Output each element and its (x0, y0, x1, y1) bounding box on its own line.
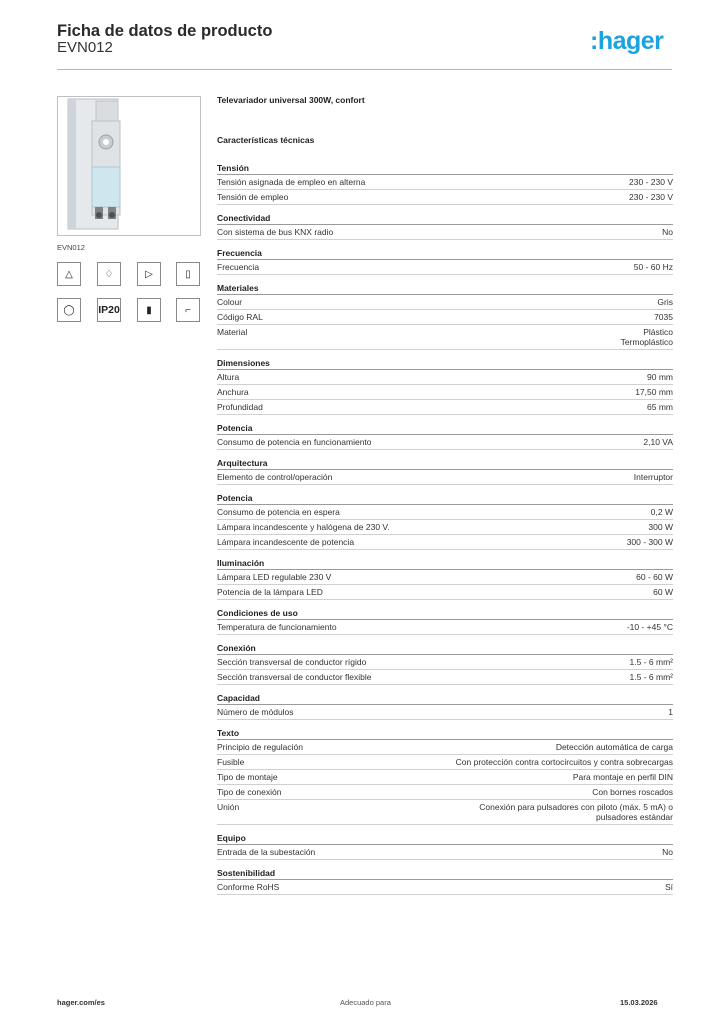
spec-value: Para montaje en perfil DIN (572, 772, 673, 782)
din-switch-icon: ⌐ (176, 298, 200, 322)
spec-row (217, 670, 673, 685)
spec-label: Consumo de potencia en funcionamiento (217, 437, 372, 447)
spec-value: 1.5 - 6 mm² (629, 672, 673, 682)
section-title: Capacidad (217, 691, 673, 705)
spec-section (217, 556, 673, 600)
spec-label: Altura (217, 372, 240, 382)
spec-row (217, 655, 673, 670)
spec-label: Tensión de empleo (217, 192, 289, 202)
spec-row (217, 385, 673, 400)
section-title: Conectividad (217, 211, 673, 225)
product-image (57, 96, 201, 236)
spec-value: 2,10 VA (643, 437, 673, 447)
spec-row (217, 520, 673, 535)
spec-label: Temperatura de funcionamiento (217, 622, 337, 632)
section-title: Texto (217, 726, 673, 740)
spec-label: Colour (217, 297, 243, 307)
spec-value: 1 (668, 707, 673, 717)
spec-row (217, 435, 673, 450)
spec-sections (217, 161, 673, 895)
spec-section (217, 211, 673, 240)
spec-row (217, 620, 673, 635)
spec-row (217, 470, 673, 485)
spec-value: Conexión para pulsadores con piloto (máx. 5 mA) o pulsadores estándar (479, 802, 673, 822)
spec-value: 60 - 60 W (636, 572, 673, 582)
spec-value: 300 - 300 W (626, 537, 673, 547)
spec-value: 65 mm (647, 402, 673, 412)
lamp-shade-icon: △ (57, 262, 81, 286)
section-title: Potencia (217, 491, 673, 505)
spec-section (217, 831, 673, 860)
product-code: EVN012 (57, 243, 85, 252)
spec-value: Sí (664, 882, 673, 892)
footer-center-text: Adecuado para (340, 998, 391, 1007)
spec-value: 50 - 60 Hz (633, 262, 673, 272)
fluorescent-tube-icon: ▯ (176, 262, 200, 286)
spec-row (217, 770, 673, 785)
section-title: Conexión (217, 641, 673, 655)
spec-row (217, 310, 673, 325)
spec-value: Plástico Termoplástico (620, 327, 673, 347)
spec-label: Consumo de potencia en espera (217, 507, 340, 517)
bulb-icon: ◯ (57, 298, 81, 322)
spec-label: Lámpara LED regulable 230 V (217, 572, 332, 582)
footer-website[interactable]: hager.com/es (57, 998, 105, 1007)
spec-value: 90 mm (647, 372, 673, 382)
spec-row (217, 400, 673, 415)
spec-label: Elemento de control/operación (217, 472, 333, 482)
spec-value: No (662, 847, 673, 857)
spec-row (217, 370, 673, 385)
spec-row (217, 295, 673, 310)
spec-row (217, 705, 673, 720)
ip20-icon: IP20 (97, 298, 121, 322)
spec-section (217, 421, 673, 450)
spec-section (217, 246, 673, 275)
spec-value: Con protección contra cortocircuitos y contra sobrecargas (455, 757, 673, 767)
spec-section (217, 691, 673, 720)
spec-row (217, 190, 673, 205)
spec-row (217, 785, 673, 800)
section-title: Materiales (217, 281, 673, 295)
spec-row (217, 175, 673, 190)
spec-label: Tipo de montaje (217, 772, 278, 782)
spec-row (217, 800, 673, 825)
spec-row (217, 325, 673, 350)
section-title: Iluminación (217, 556, 673, 570)
section-title: Equipo (217, 831, 673, 845)
section-title: Frecuencia (217, 246, 673, 260)
halogen-bulb-icon: ♢ (97, 262, 121, 286)
spec-value: 0,2 W (650, 507, 673, 517)
spec-label: Frecuencia (217, 262, 260, 272)
spec-value: 17,50 mm (635, 387, 673, 397)
transformer-icon: ▮ (137, 298, 161, 322)
spec-value: Gris (657, 297, 673, 307)
spec-label: Anchura (217, 387, 249, 397)
spec-section (217, 456, 673, 485)
spec-value: 230 - 230 V (629, 177, 673, 187)
spec-row (217, 755, 673, 770)
spec-label: Principio de regulación (217, 742, 303, 752)
section-title: Sostenibilidad (217, 866, 673, 880)
spec-row (217, 740, 673, 755)
spec-label: Potencia de la lámpara LED (217, 587, 323, 597)
page-title: Ficha de datos de producto (57, 22, 273, 40)
spec-row (217, 845, 673, 860)
spec-label: Conforme RoHS (217, 882, 280, 892)
spec-section (217, 726, 673, 825)
spec-label: Material (217, 327, 248, 337)
section-title: Arquitectura (217, 456, 673, 470)
spec-value: -10 - +45 °C (626, 622, 673, 632)
tech-heading: Características técnicas (217, 135, 315, 145)
spec-row (217, 505, 673, 520)
spec-label: Sección transversal de conductor rígido (217, 657, 367, 667)
spec-label: Lámpara incandescente de potencia (217, 537, 355, 547)
spec-section (217, 866, 673, 895)
spec-label: Entrada de la subestación (217, 847, 316, 857)
spec-section (217, 356, 673, 415)
spec-section (217, 281, 673, 350)
section-title: Condiciones de uso (217, 606, 673, 620)
spec-label: Tipo de conexión (217, 787, 282, 797)
section-title: Dimensiones (217, 356, 673, 370)
spec-label: Sección transversal de conductor flexible (217, 672, 372, 682)
spec-value: Detección automática de carga (555, 742, 673, 752)
spec-panel (217, 95, 673, 895)
spec-label: Lámpara incandescente y halógena de 230 V. (217, 522, 390, 532)
footer-date: 15.03.2026 (620, 998, 658, 1007)
spec-row (217, 570, 673, 585)
spec-label: Profundidad (217, 402, 263, 412)
section-title: Potencia (217, 421, 673, 435)
spec-value: 60 W (653, 587, 673, 597)
dimmer-led-icon: ▷ (137, 262, 161, 286)
spec-label: Código RAL (217, 312, 263, 322)
spec-row (217, 225, 673, 240)
spec-label: Unión (217, 802, 240, 812)
spec-value: 1.5 - 6 mm² (629, 657, 673, 667)
spec-row (217, 585, 673, 600)
spec-row (217, 260, 673, 275)
spec-value: Interruptor (633, 472, 673, 482)
spec-label: Con sistema de bus KNX radio (217, 227, 334, 237)
spec-value: 300 W (648, 522, 673, 532)
spec-label: Fusible (217, 757, 245, 767)
hager-logo: :hager (590, 27, 664, 55)
spec-row (217, 880, 673, 895)
spec-label: Tensión asignada de empleo en alterna (217, 177, 366, 187)
spec-section (217, 641, 673, 685)
header-divider (57, 69, 672, 70)
spec-section (217, 491, 673, 550)
spec-label: Número de módulos (217, 707, 294, 717)
spec-value: No (662, 227, 673, 237)
spec-section (217, 606, 673, 635)
spec-section (217, 161, 673, 205)
section-title: Tensión (217, 161, 673, 175)
spec-row (217, 535, 673, 550)
product-name: Televariador universal 300W, confort (217, 95, 365, 105)
spec-value: Con bornes roscados (592, 787, 673, 797)
spec-value: 7035 (654, 312, 673, 322)
spec-value: 230 - 230 V (629, 192, 673, 202)
page-subtitle: EVN012 (57, 39, 113, 56)
